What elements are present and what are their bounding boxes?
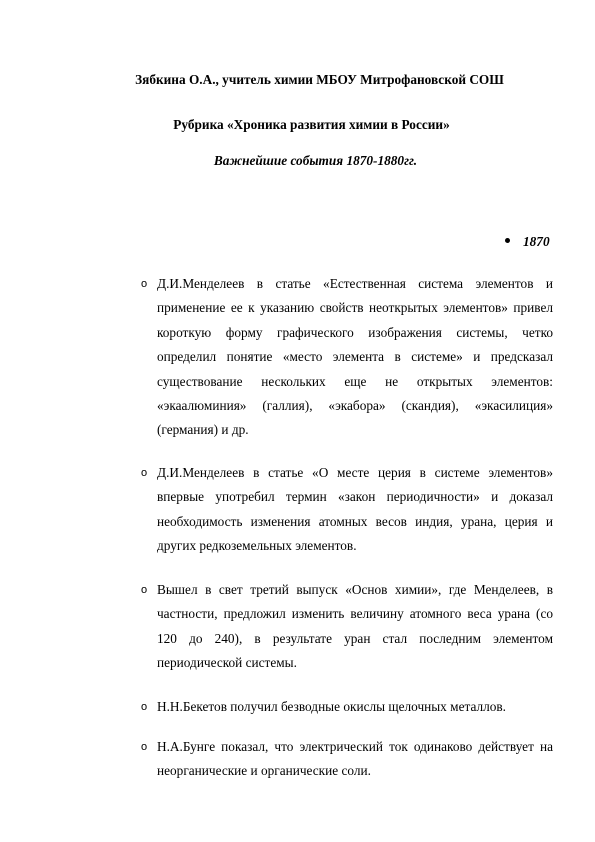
year-heading [505,234,550,252]
event-text: Д.И.Менделеев в статье «Естественная система элементов и применение ее к указанию свойств неоткрытых элементов» привел короткую форму графического изображения системы, четко определил понятие «место элемента в системе» и предсказал существование нескольких еще не открытых элементов: «экаалюминия» (галлия), «экабора» (скандия), «экасилиция» (германия) и др. [157,276,553,438]
event-item [141,578,553,676]
event-item [141,272,553,443]
bullet-icon [505,238,510,243]
event-text: Д.И.Менделеев в статье «О месте церия в системе элементов» впервые употребил термин «закон периодичности» и доказал необходимость изменения атомных весов индия, урана, церия и других редкоземельных элементов. [157,465,553,554]
circle-bullet-icon: o [141,741,148,753]
event-text: Н.Н.Бекетов получил безводные окислы щелочных металлов. [157,699,506,714]
year-label: 1870 [523,234,550,249]
circle-bullet-icon: o [141,278,148,290]
event-text: Н.А.Бунге показал, что электрический ток одинаково действует на неорганические и органические соли. [157,739,553,779]
event-item [141,735,553,784]
event-item [141,461,553,559]
circle-bullet-icon: o [141,467,148,479]
event-item [141,695,553,719]
circle-bullet-icon: o [141,701,148,713]
event-text: Вышел в свет третий выпуск «Основ химии», где Менделеев, в частности, предложил изменить величину атомного веса урана (со 120 до 240), в результате уран стал последним элементом периодической системы. [157,582,553,671]
author-line: Зябкина О.А., учитель химии МБОУ Митрофановской СОШ [135,72,504,87]
rubric-title: Рубрика «Хроника развития химии в России» [173,117,450,132]
period-subtitle: Важнейшие события 1870-1880гг. [213,153,418,168]
circle-bullet-icon: o [141,584,148,596]
